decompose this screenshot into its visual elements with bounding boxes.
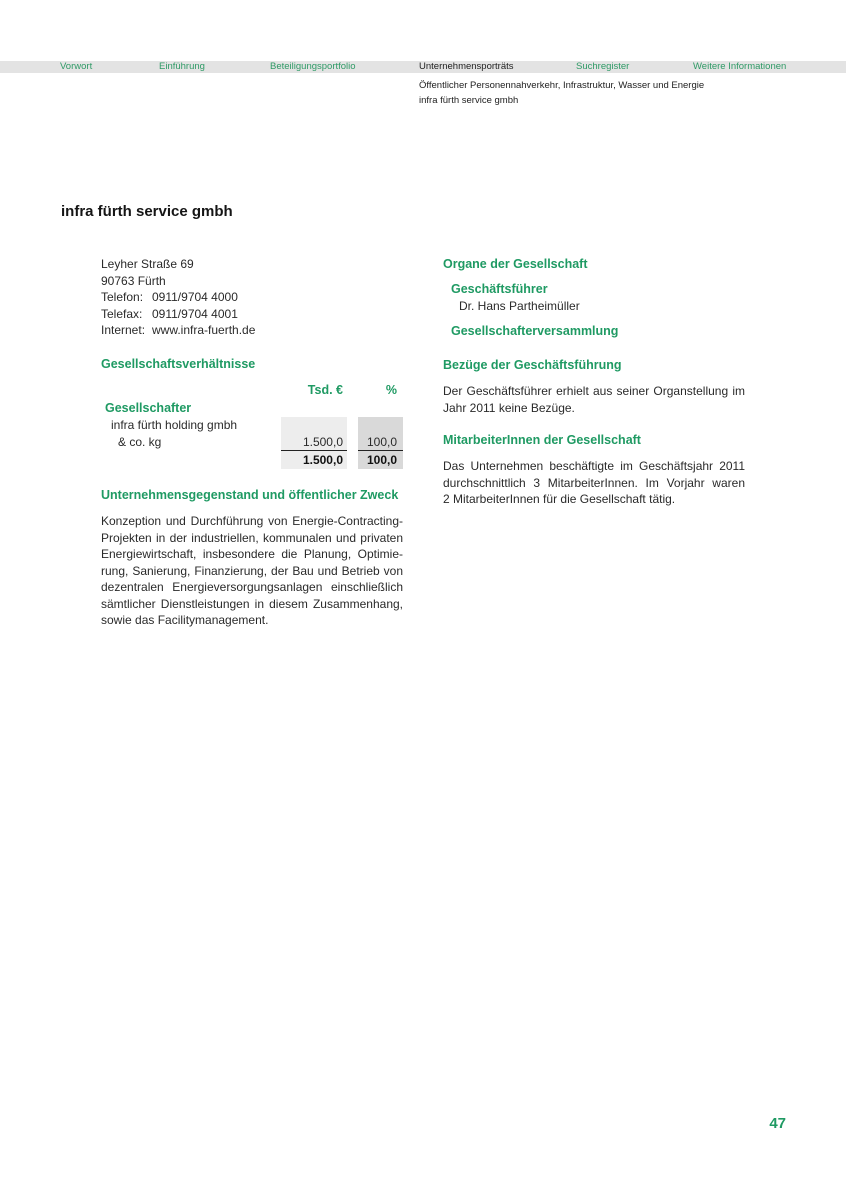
employees-heading: MitarbeiterInnen der Gesellschaft	[443, 433, 641, 447]
fax-label: Telefax:	[101, 306, 143, 321]
shareholder-name-line1: infra fürth holding gmbh	[111, 418, 238, 432]
purpose-line: Energiewirtschaft, insbesondere die Planung, Optimie-	[101, 547, 403, 561]
ownership-heading: Gesellschaftsverhältnisse	[101, 357, 256, 371]
ceo-heading: Geschäftsführer	[451, 282, 548, 296]
address-city: 90763 Fürth	[101, 273, 166, 288]
top-nav-bar	[0, 61, 846, 73]
assembly-heading: Gesellschafterversammlung	[451, 324, 619, 338]
employees-paragraph	[443, 458, 745, 508]
purpose-line: Projekten in der industriellen, kommunalen und privaten	[101, 530, 403, 545]
nav-item-einfuehrung[interactable]: Einführung	[159, 61, 205, 72]
col-amount-header: Tsd. €	[307, 383, 343, 397]
nav-item-weitere-informationen[interactable]: Weitere Informationen	[693, 61, 787, 72]
fax-number: 0911/9704 4001	[152, 306, 238, 321]
nav-item-beteiligungsportfolio[interactable]: Beteiligungsportfolio	[270, 61, 356, 72]
purpose-line: sämtlicher Dienstleistungen in diesem Zusammenhang,	[101, 596, 403, 611]
organs-heading: Organe der Gesellschaft	[443, 257, 588, 271]
purpose-line: sowie das Facilitymanagement.	[101, 613, 269, 627]
purpose-line: dezentralen Energieversorgungsanlagen einschließlich	[101, 580, 403, 594]
nav-item-unternehmensportraets[interactable]: Unternehmensporträts	[419, 61, 514, 72]
phone-number: 0911/9704 4000	[152, 290, 238, 305]
purpose-heading: Unternehmensgegenstand und öffentlicher Zweck	[101, 488, 399, 502]
employees-line: 2 MitarbeiterInnen für die Gesellschaft tätig.	[443, 492, 676, 506]
purpose-line: Konzeption und Durchführung von Energie-Contracting-	[101, 514, 403, 528]
purpose-line: rung, Sanierung, Finanzierung, der Bau und Betrieb von	[101, 563, 403, 578]
page-title: infra fürth service gmbh	[61, 203, 233, 220]
shareholder-amount: 1.500,0	[302, 435, 343, 449]
web-label: Internet:	[101, 323, 146, 338]
compensation-line: Jahr 2011 keine Bezüge.	[443, 400, 575, 415]
employees-line: Das Unternehmen beschäftigte im Geschäftsjahr 2011	[443, 459, 745, 473]
nav-item-suchregister[interactable]: Suchregister	[576, 61, 630, 72]
page-number: 47	[769, 1115, 786, 1132]
employees-line: durchschnittlich 3 MitarbeiterInnen. Im Vorjahr waren	[443, 475, 745, 490]
compensation-paragraph	[443, 383, 745, 416]
shareholder-name-line2: & co. kg	[118, 435, 162, 449]
web-link[interactable]: www.infra-fuerth.de	[152, 323, 256, 338]
nav-item-vorwort[interactable]: Vorwort	[60, 61, 93, 72]
compensation-line: Der Geschäftsführer erhielt aus seiner Organstellung im	[443, 384, 745, 398]
purpose-paragraph	[101, 513, 403, 629]
phone-label: Telefon:	[101, 290, 144, 305]
shareholder-group-label: Gesellschafter	[105, 401, 192, 415]
compensation-heading: Bezüge der Geschäftsführung	[443, 358, 622, 372]
total-amount: 1.500,0	[302, 453, 343, 467]
ceo-name: Dr. Hans Partheimüller	[459, 299, 580, 313]
col-percent-header: %	[385, 383, 397, 397]
breadcrumb-category: Öffentlicher Personennahverkehr, Infrastruktur, Wasser und Energie	[419, 80, 705, 91]
shareholder-percent: 100,0	[366, 435, 397, 449]
total-percent: 100,0	[366, 453, 397, 467]
address-street: Leyher Straße 69	[101, 257, 194, 271]
breadcrumb-company: infra fürth service gmbh	[419, 95, 519, 106]
